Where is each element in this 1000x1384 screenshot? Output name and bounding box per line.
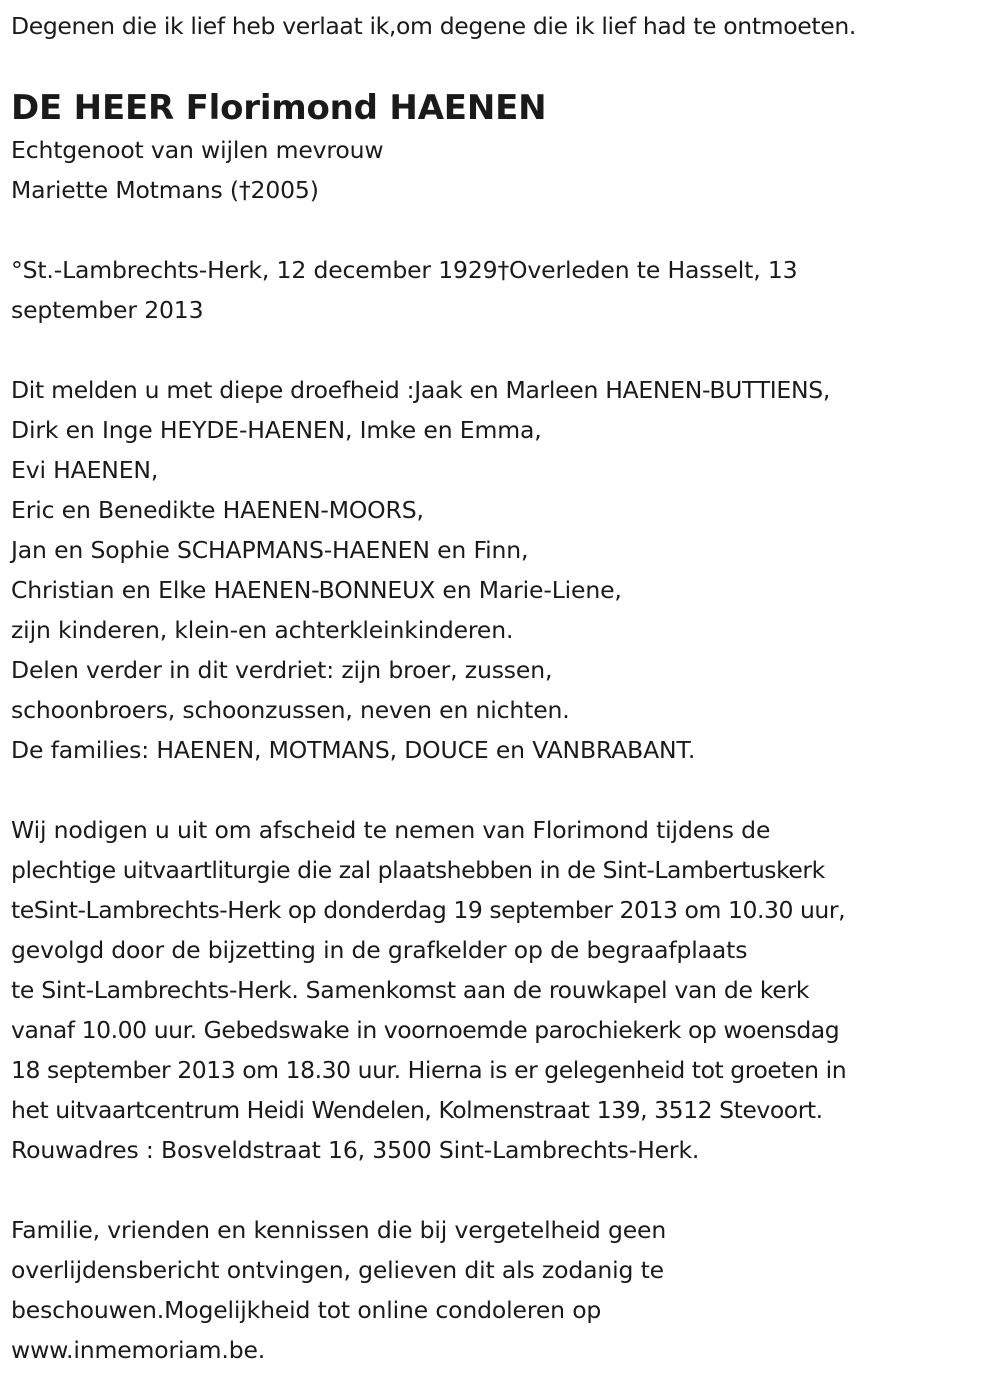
deceased-name: DE HEER Florimond HAENEN xyxy=(11,88,547,128)
closing-line: beschouwen.Mogelijkheid tot online condoleren op xyxy=(11,1296,602,1324)
ceremony-line: Wij nodigen u uit om afscheid te nemen van Florimond tijdens de xyxy=(11,816,771,844)
family-line: De families: HAENEN, MOTMANS, DOUCE en VANBRABANT. xyxy=(11,736,696,764)
ceremony-line: Rouwadres : Bosveldstraat 16, 3500 Sint-Lambrechts-Herk. xyxy=(11,1136,700,1164)
spouse-line: Echtgenoot van wijlen mevrouw xyxy=(11,136,384,164)
family-line: zijn kinderen, klein-en achterkleinkinderen. xyxy=(11,616,514,644)
spouse-line: Mariette Motmans (†2005) xyxy=(11,176,319,204)
closing-section xyxy=(11,1210,996,1370)
family-line: Eric en Benedikte HAENEN-MOORS, xyxy=(11,496,424,524)
family-line: Dit melden u met diepe droefheid :Jaak en Marleen HAENEN-BUTTIENS, xyxy=(11,376,831,404)
ceremony-line: het uitvaartcentrum Heidi Wendelen, Kolmenstraat 139, 3512 Stevoort. xyxy=(11,1096,823,1124)
ceremony-line: teSint-Lambrechts-Herk op donderdag 19 september 2013 om 10.30 uur, xyxy=(11,896,846,924)
website-link: www.inmemoriam.be. xyxy=(11,1336,266,1364)
paragraph-gap xyxy=(11,770,996,810)
dates-line: september 2013 xyxy=(11,296,204,324)
ceremony-line: te Sint-Lambrechts-Herk. Samenkomst aan de rouwkapel van de kerk xyxy=(11,976,810,1004)
obituary-document xyxy=(11,0,996,1370)
paragraph-gap xyxy=(11,330,996,370)
ceremony-line: vanaf 10.00 uur. Gebedswake in voornoemde parochiekerk op woensdag xyxy=(11,1016,840,1044)
closing-line: overlijdensbericht ontvingen, gelieven dit als zodanig te xyxy=(11,1256,664,1284)
opening-quote: Degenen die ik lief heb verlaat ik,om degene die ik lief had te ontmoeten. xyxy=(11,12,857,40)
spouse-section xyxy=(11,130,996,210)
ceremony-line: 18 september 2013 om 18.30 uur. Hierna is er gelegenheid tot groeten in xyxy=(11,1056,847,1084)
ceremony-line: plechtige uitvaartliturgie die zal plaatshebben in de Sint-Lambertuskerk xyxy=(11,856,825,884)
closing-line: Familie, vrienden en kennissen die bij vergetelheid geen xyxy=(11,1216,667,1244)
ceremony-section xyxy=(11,810,996,1170)
family-section xyxy=(11,370,996,770)
ceremony-line: gevolgd door de bijzetting in de grafkelder op de begraafplaats xyxy=(11,936,748,964)
family-line: schoonbroers, schoonzussen, neven en nichten. xyxy=(11,696,570,724)
dates-line: °St.-Lambrechts-Herk, 12 december 1929†Overleden te Hasselt, 13 xyxy=(11,256,798,284)
family-line: Delen verder in dit verdriet: zijn broer, zussen, xyxy=(11,656,553,684)
family-line: Evi HAENEN, xyxy=(11,456,159,484)
family-line: Jan en Sophie SCHAPMANS-HAENEN en Finn, xyxy=(11,536,529,564)
family-line: Dirk en Inge HEYDE-HAENEN, Imke en Emma, xyxy=(11,416,542,444)
family-line: Christian en Elke HAENEN-BONNEUX en Marie-Liene, xyxy=(11,576,622,604)
paragraph-gap xyxy=(11,1170,996,1210)
dates-section xyxy=(11,250,996,330)
paragraph-gap xyxy=(11,210,996,250)
